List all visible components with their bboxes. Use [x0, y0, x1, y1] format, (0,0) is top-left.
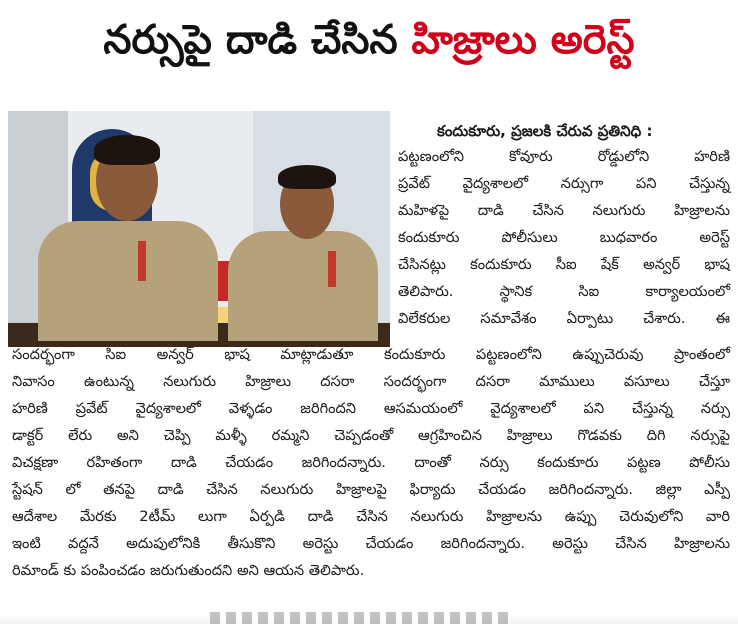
article-line: ఇంటి వద్దనే అదుపులోనికి తీసుకొని అరెస్టు చేయడం జరిగిందన్నారు. అరెస్టు చేసిన హిజ్రాలను	[12, 535, 730, 552]
article-line: డాక్టర్ లేరు అని చెప్పి మళ్ళీ రమ్మని చెప్పడంతో ఆగ్రహించిన హిజ్రాలు గొడవకు దిగి నర్సుపై	[12, 427, 730, 444]
officer-right-hair	[278, 165, 336, 189]
officer-left-badge	[138, 241, 146, 281]
article-line: ఆదేశాల మేరకు 2టీమ్ లుగా ఏర్పడి దాడి చేసిన నలుగురు హిజ్రాలను ఉప్పు చెరువులోని వారి	[12, 508, 730, 525]
article-line: సందర్భంగా సిఐ అన్వర్ భాష మాట్లాడుతూ కందుకూరు పట్టణంలోని ఉప్పుచెరువు ప్రాంతంలో	[12, 346, 730, 363]
article-line: ప్రవేట్ వైద్యశాలలో నర్సుగా పని చేస్తున్న	[398, 175, 730, 192]
headline	[0, 14, 738, 66]
article-line: విచక్షణా రహితంగా దాడి చేయడం జరిగిందన్నారు. దాంతో నర్సు కందుకూరు పట్టణ పోలీసు	[12, 454, 730, 471]
headline-part-red: హిజ్రాలు అరెస్ట్	[411, 17, 635, 63]
officer-left-uniform	[38, 221, 218, 341]
article-line: పట్టణంలోని కోవూరు రోడ్డులోని హరిణి	[398, 148, 730, 165]
article-line: చేసినట్లు కందుకూరు సీఐ షేక్ అన్వర్ భాష	[398, 256, 730, 273]
article-line: స్టేషన్ లో తనపై దాడి చేసిన నలుగురు హిజ్రాలపై ఫిర్యాదు చేయడం జరిగిందన్నారు. జిల్లా ఎస్పీ	[12, 481, 730, 498]
article-line: హరిణి ప్రవేట్ వైద్యశాలలో వెళ్ళడం జరిగిందని ఆసమయంలో వైద్యశాలలో పని చేస్తున్న నర్సు	[12, 400, 730, 417]
officer-right-badge	[328, 251, 336, 287]
cropped-next-headline	[210, 612, 510, 624]
article-line: మహిళపై దాడి చేసిన నలుగురు హిజ్రాలను	[398, 202, 730, 219]
article-line: నివాసం ఉంటున్న నలుగురు హిజ్రాలు దసరా సందర్భంగా దసరా మాములు వసూలు చేస్తూ	[12, 373, 730, 390]
article-line: తెలిపారు. స్థానిక సిఐ కార్యాలయంలో	[398, 283, 730, 300]
headline-part-black: నర్సుపై దాడి చేసిన	[103, 17, 412, 63]
officer-right-uniform	[228, 231, 378, 341]
article-line: కందుకూరు పోలీసులు బుధవారం అరెస్ట్	[398, 229, 730, 246]
officer-left-hair	[94, 135, 160, 165]
article-last-line: రిమాండ్ కు పంపించడం జరుగుతుందని అని ఆయన తెలిపారు.	[12, 562, 365, 579]
news-photo	[8, 111, 390, 347]
byline: కందుకూరు, ప్రజలకి చేరువ ప్రతినిధి :	[437, 122, 653, 140]
article-line: విలేకరుల సమావేశం ఏర్పాటు చేశారు. ఈ	[398, 310, 730, 327]
